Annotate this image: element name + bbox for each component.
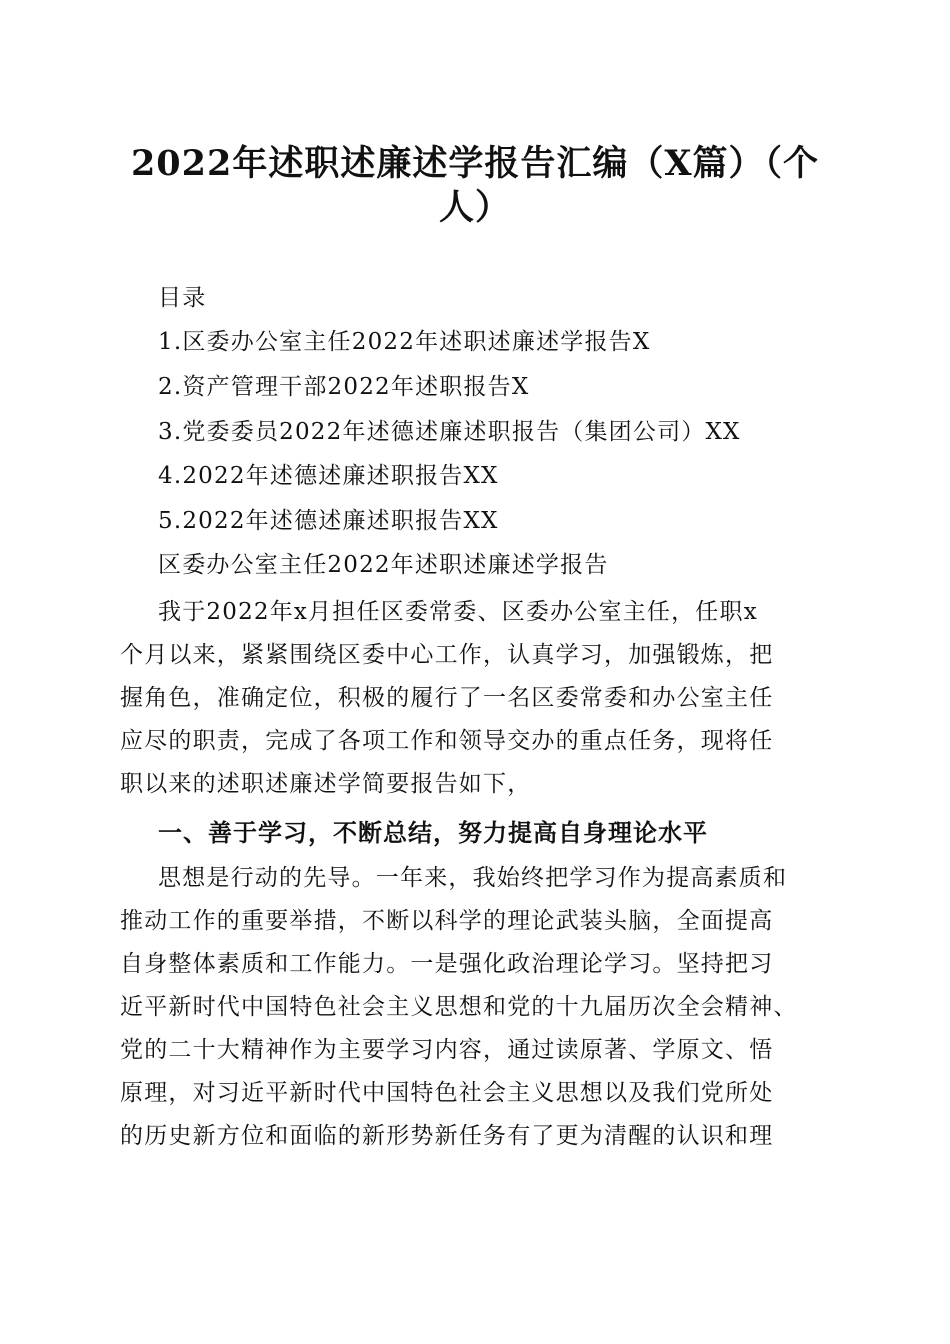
report-title: 区委办公室主任2022年述职述廉述学报告 <box>158 552 609 578</box>
section-1-line-4: 近平新时代中国特色社会主义思想和党的十九届历次全会精神、 <box>120 994 798 1020</box>
section-1-line-3: 自身整体素质和工作能力。一是强化政治理论学习。坚持把习 <box>120 951 774 977</box>
section-1-heading: 一、善于学习，不断总结，努力提高自身理论水平 <box>158 819 708 847</box>
toc-item-5: 5.2022年述德述廉述职报告XX <box>158 508 499 534</box>
toc-item-2: 2.资产管理干部2022年述职报告X <box>158 374 530 400</box>
intro-line-2: 个月以来，紧紧围绕区委中心工作，认真学习，加强锻炼，把 <box>120 642 774 668</box>
document-title-line-2: 人） <box>438 187 511 228</box>
intro-line-3: 握角色，准确定位，积极的履行了一名区委常委和办公室主任 <box>120 685 774 711</box>
section-1-line-7: 的历史新方位和面临的新形势新任务有了更为清醒的认识和理 <box>120 1123 774 1149</box>
toc-item-3: 3.党委委员2022年述德述廉述职报告（集团公司）XX <box>158 419 741 445</box>
section-1-line-6: 原理，对习近平新时代中国特色社会主义思想以及我们党所处 <box>120 1080 774 1106</box>
toc-item-1: 1.区委办公室主任2022年述职述廉述学报告X <box>158 329 651 355</box>
section-1-line-5: 党的二十大精神作为主要学习内容，通过读原著、学原文、悟 <box>120 1037 774 1063</box>
section-1-line-2: 推动工作的重要举措，不断以科学的理论武装头脑，全面提高 <box>120 908 774 934</box>
toc-label: 目录 <box>158 285 207 311</box>
toc-item-4: 4.2022年述德述廉述职报告XX <box>158 463 499 489</box>
intro-line-1: 我于2022年x月担任区委常委、区委办公室主任，任职x <box>158 599 758 625</box>
section-1-line-1: 思想是行动的先导。一年来，我始终把学习作为提高素质和 <box>158 865 788 891</box>
intro-line-5: 职以来的述职述廉述学简要报告如下， <box>120 771 532 797</box>
intro-line-4: 应尽的职责，完成了各项工作和领导交办的重点任务，现将任 <box>120 728 774 754</box>
document-title-line-1: 2022年述职述廉述学报告汇编（X篇）（个 <box>130 143 820 184</box>
